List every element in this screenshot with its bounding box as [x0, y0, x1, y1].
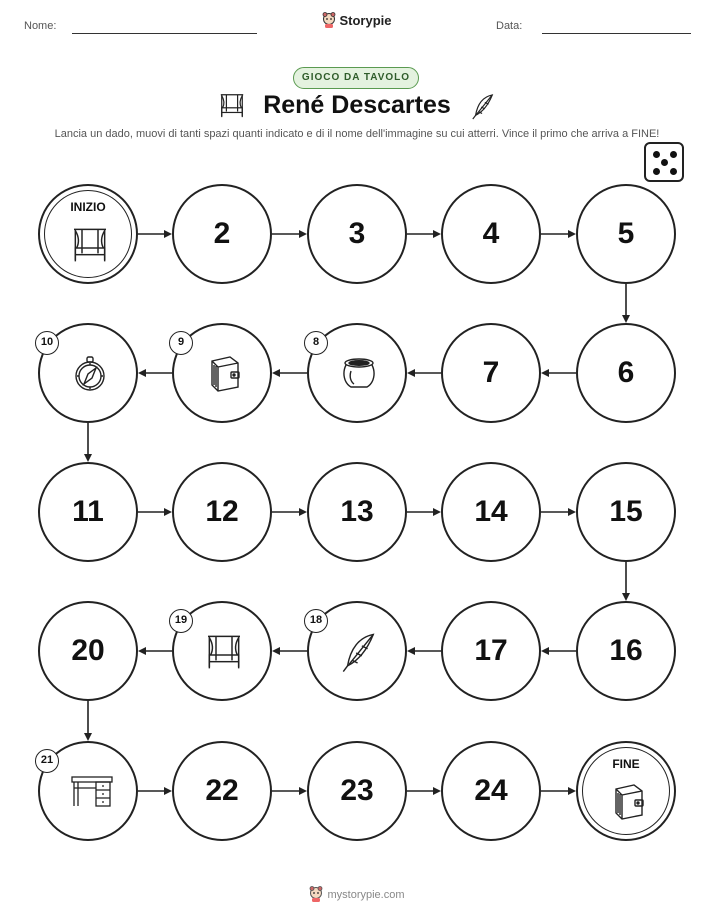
arrow-head: [84, 454, 92, 462]
arrow-head: [272, 647, 280, 655]
bed-icon: [204, 631, 244, 676]
space-number: 17: [474, 634, 508, 667]
arrow-head: [568, 508, 576, 516]
board-space-2: [172, 184, 272, 284]
arrow-head: [164, 230, 172, 238]
space-number: 15: [609, 495, 643, 528]
board-space-19: [172, 601, 272, 701]
space-caption: INIZIO: [70, 200, 106, 214]
space-number-badge: 19: [169, 609, 193, 633]
board-space-13: [307, 462, 407, 562]
space-number: 6: [617, 356, 635, 389]
board-space-21: [38, 741, 138, 841]
board-space-4: [441, 184, 541, 284]
arrow-head: [407, 647, 415, 655]
board-space-3: [307, 184, 407, 284]
space-number: 7: [482, 356, 500, 389]
arrow-head: [622, 315, 630, 323]
arrow-head: [568, 230, 576, 238]
mascot-icon: [309, 886, 323, 905]
footer: [0, 886, 714, 905]
space-number: 4: [482, 217, 500, 250]
space-number: 22: [205, 774, 239, 807]
board-space-22: [172, 741, 272, 841]
space-number: 23: [340, 774, 374, 807]
start-space: [38, 184, 138, 284]
space-number-badge: 8: [304, 331, 328, 355]
board-space-23: [307, 741, 407, 841]
arrow-head: [622, 593, 630, 601]
quill-icon: [339, 631, 379, 680]
instructions-text: Lancia un dado, muovi di tanti spazi quanti indicato e di il nome dell'immagine su cui atterri. Vince il primo che arriva a FINE!: [54, 128, 660, 140]
space-number: 24: [474, 774, 508, 807]
arrow-head: [433, 508, 441, 516]
board-space-16: [576, 601, 676, 701]
board-space-15: [576, 462, 676, 562]
space-number-badge: 9: [169, 331, 193, 355]
arrow-head: [407, 369, 415, 377]
board-space-24: [441, 741, 541, 841]
space-number-badge: 18: [304, 609, 328, 633]
pot-icon: [339, 353, 379, 398]
arrow-head: [272, 369, 280, 377]
arrow-head: [299, 787, 307, 795]
arrow-head: [164, 508, 172, 516]
space-number-badge: 21: [35, 749, 59, 773]
board-space-6: [576, 323, 676, 423]
page-title: René Descartes: [263, 91, 451, 119]
arrow-head: [138, 369, 146, 377]
arrow-head: [138, 647, 146, 655]
board-space-8: [307, 323, 407, 423]
arrow-head: [433, 787, 441, 795]
arrow-head: [299, 230, 307, 238]
arrow-head: [164, 787, 172, 795]
arrow-head: [541, 647, 549, 655]
arrow-head: [568, 787, 576, 795]
brand-name: Storypie: [339, 13, 392, 28]
footer-url: mystorypie.com: [327, 889, 405, 901]
space-number: 13: [340, 495, 374, 528]
space-number: 11: [72, 495, 104, 528]
space-number: 5: [617, 217, 635, 250]
arrow-head: [299, 508, 307, 516]
board-space-18: [307, 601, 407, 701]
board-space-10: [38, 323, 138, 423]
board-space-20: [38, 601, 138, 701]
space-caption: FINE: [612, 757, 640, 771]
arrow-head: [541, 369, 549, 377]
space-number: 20: [71, 634, 105, 667]
space-number: 16: [609, 634, 643, 667]
book-icon: [204, 353, 244, 398]
compass-icon: [70, 353, 110, 398]
space-number-badge: 10: [35, 331, 59, 355]
space-number: 3: [348, 217, 366, 250]
space-number: 2: [213, 217, 231, 250]
board-space-11: [38, 462, 138, 562]
arrow-head: [84, 733, 92, 741]
space-number: 12: [205, 495, 239, 528]
board-space-12: [172, 462, 272, 562]
finish-space: [576, 741, 676, 841]
board-space-17: [441, 601, 541, 701]
board-space-7: [441, 323, 541, 423]
board-space-5: [576, 184, 676, 284]
desk-icon: [70, 771, 114, 816]
arrow-head: [433, 230, 441, 238]
book-icon: [608, 781, 648, 826]
board-space-14: [441, 462, 541, 562]
date-label: Data:: [496, 20, 523, 32]
bed-icon: [70, 224, 110, 269]
board-space-9: [172, 323, 272, 423]
space-number: 14: [474, 495, 508, 528]
name-label: Nome:: [24, 20, 57, 32]
category-badge: GIOCO DA TAVOLO: [293, 67, 419, 89]
